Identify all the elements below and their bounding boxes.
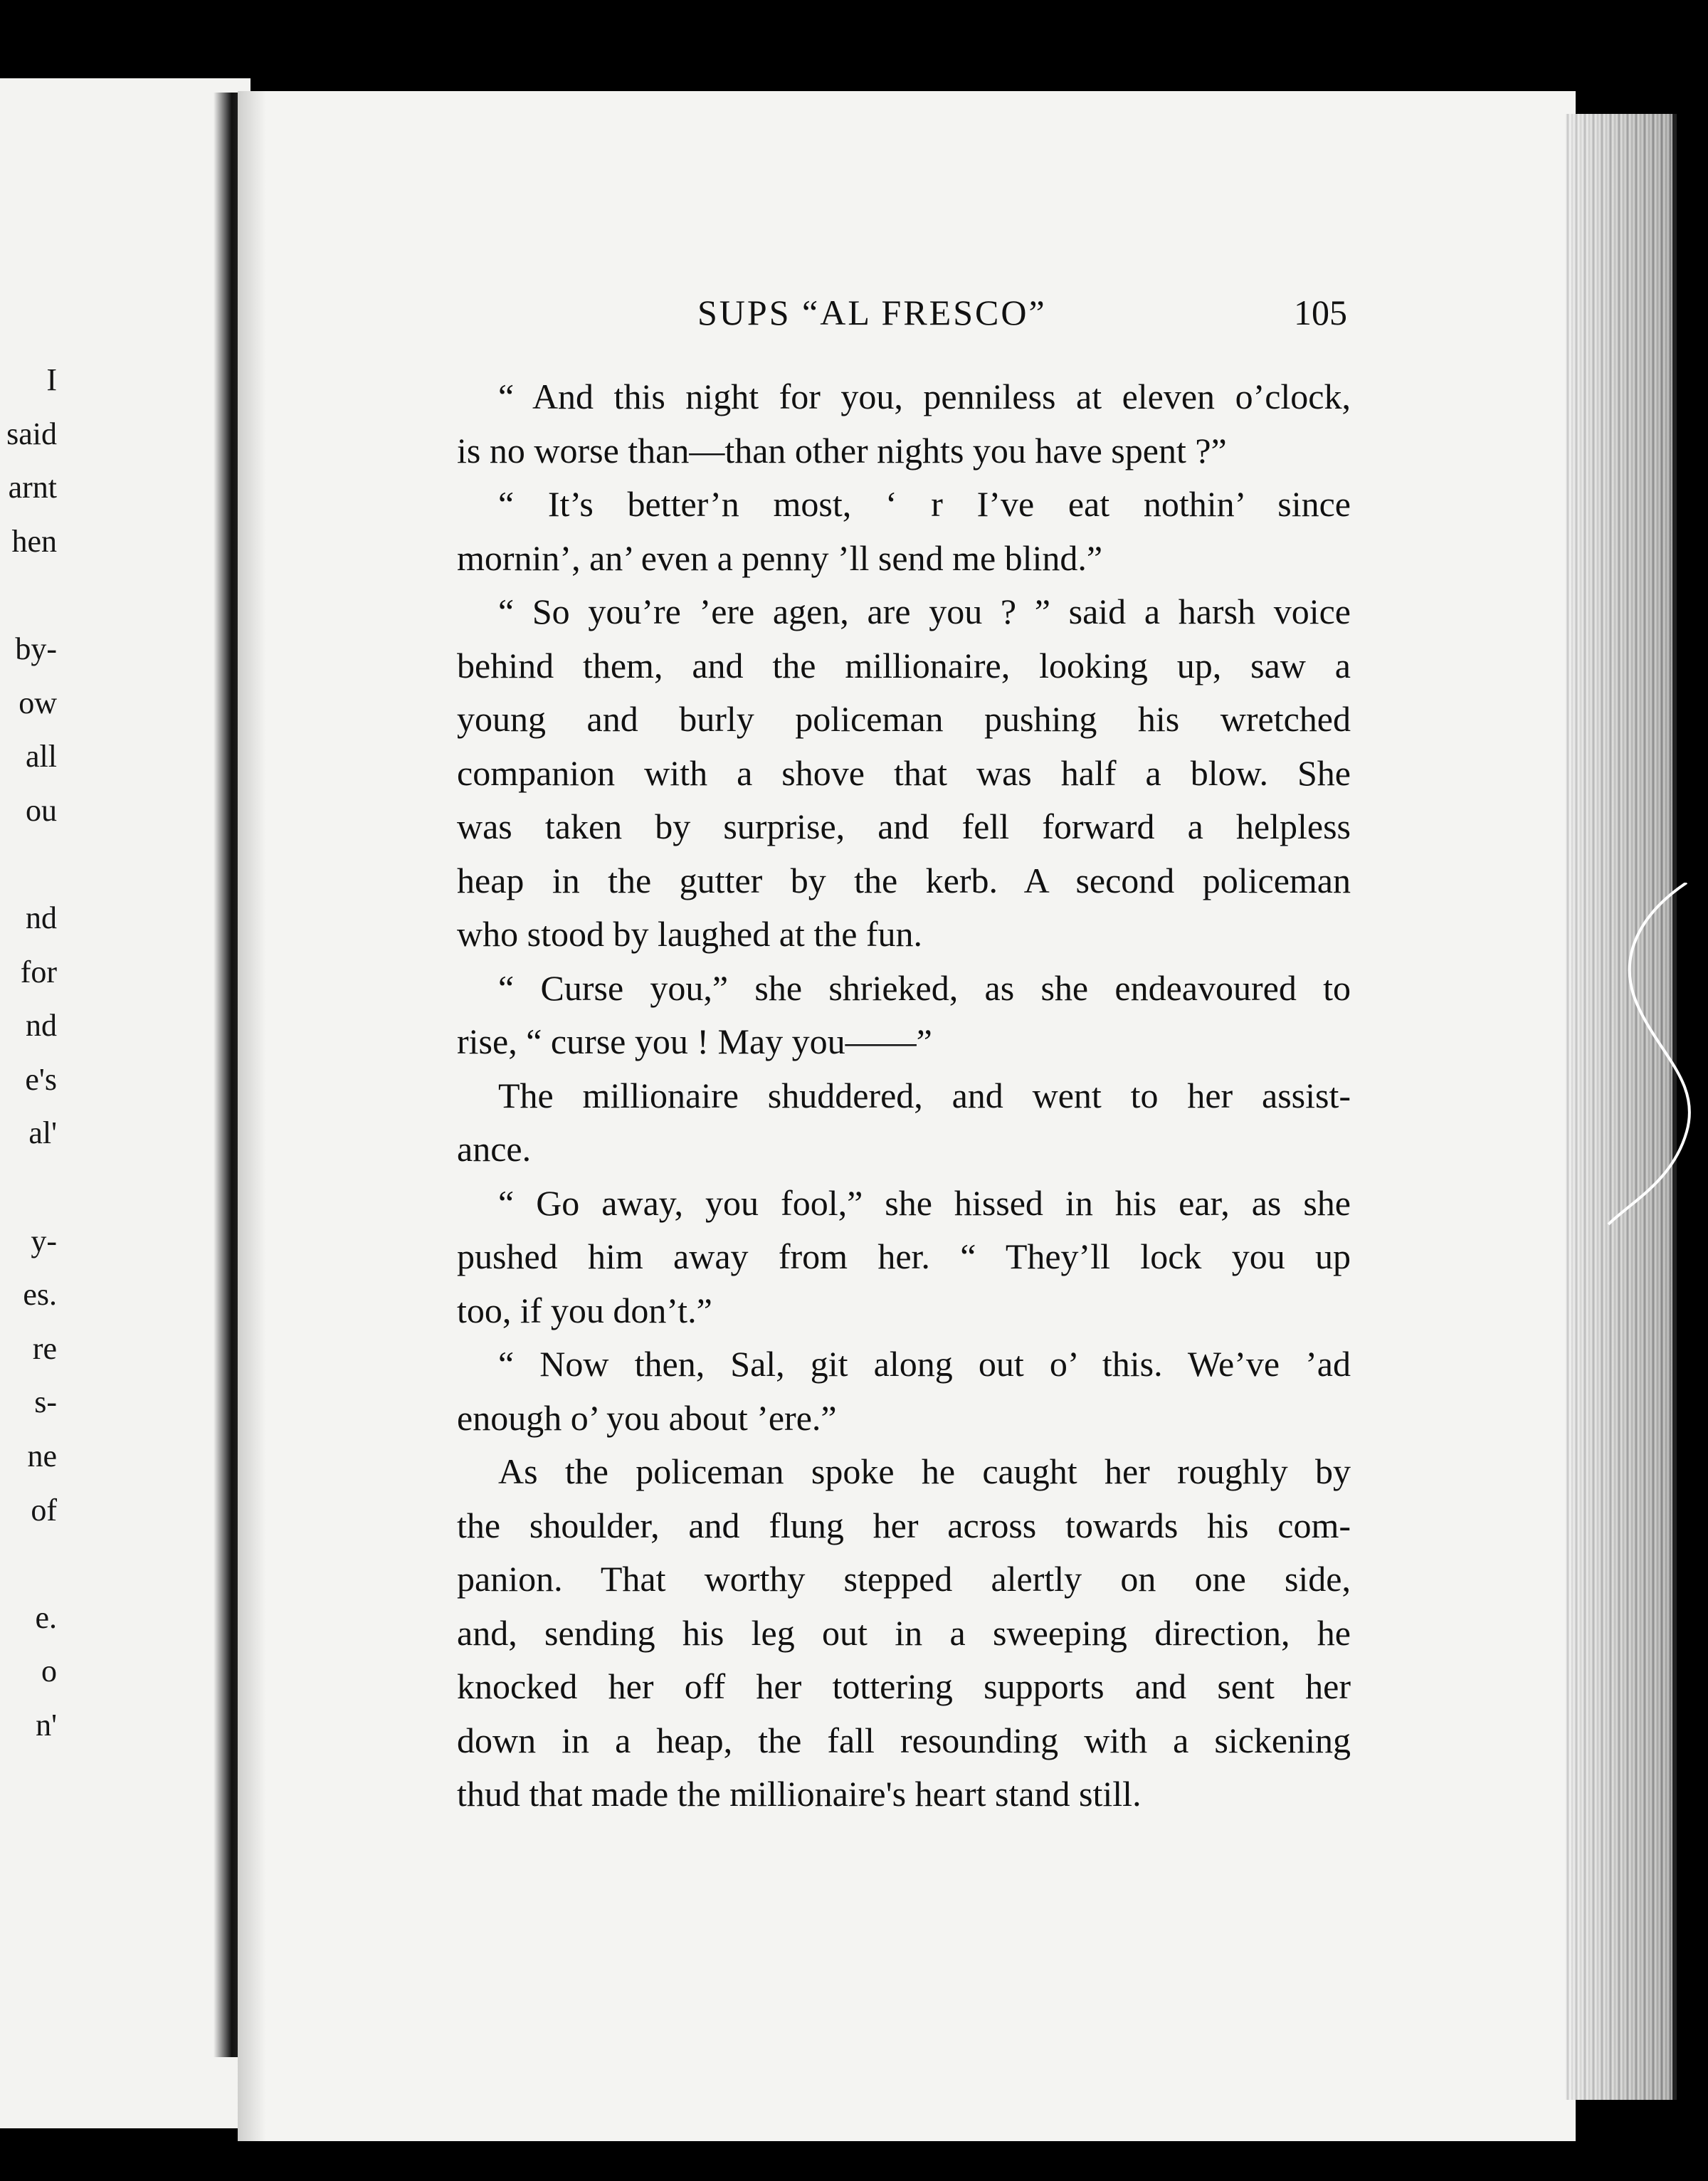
text-line: is no worse than—than other nights you have spent ?” xyxy=(457,430,1227,471)
left-page-fragment: ne xyxy=(27,1439,57,1473)
text-line: mornin’, an’ even a penny ’ll send me blind.” xyxy=(457,537,1103,578)
text-line: thud that made the millionaire's heart stand still. xyxy=(457,1774,1142,1814)
left-page-fragment: I xyxy=(46,362,57,397)
left-page-fragment: re xyxy=(32,1330,57,1366)
text-line: “ Now then, Sal, git along out o’ this. We’ve ’ad xyxy=(498,1344,1351,1384)
left-page-fragment: said xyxy=(6,416,57,451)
text-line: “ It’s better’n most, ‘ r I’ve eat nothin’ since xyxy=(498,484,1351,524)
text-line: “ Go away, you fool,” she hissed in his ear, as she xyxy=(498,1182,1351,1223)
text-line: heap in the gutter by the kerb. A second policeman xyxy=(457,860,1351,900)
text-line: too, if you don’t.” xyxy=(457,1290,712,1330)
text-line: panion. That worthy stepped alertly on one side, xyxy=(457,1559,1351,1599)
text-line: the shoulder, and flung her across towards his com- xyxy=(457,1505,1351,1545)
left-page-fragment: ow xyxy=(19,685,57,720)
left-page-fragment: n' xyxy=(36,1708,57,1743)
left-page-fragment: nd xyxy=(26,900,57,935)
text-line: rise, “ curse you ! May you——” xyxy=(457,1021,932,1061)
left-page-fragment: arnt xyxy=(8,470,57,505)
text-line: behind them, and the millionaire, looking up, saw a xyxy=(457,645,1351,685)
text-line: As the policeman spoke he caught her roughly by xyxy=(498,1451,1351,1491)
left-page-fragment: e's xyxy=(25,1061,57,1097)
text-line: was taken by surprise, and fell forward a helpless xyxy=(457,806,1351,846)
text-line: “ So you’re ’ere agen, are you ? ” said a harsh voice xyxy=(498,592,1351,631)
text-line: down in a heap, the fall resounding with a sickening xyxy=(457,1720,1351,1760)
text-line: “ And this night for you, penniless at eleven o’clock, xyxy=(498,377,1351,416)
left-page-fragment: hen xyxy=(11,523,57,559)
left-page-fragment: ou xyxy=(26,792,57,828)
text-line: “ Curse you,” she shrieked, as she endeavoured to xyxy=(498,967,1351,1008)
left-page-fragment: of xyxy=(31,1492,57,1528)
left-page-fragment: nd xyxy=(26,1008,57,1044)
page-number: 105 xyxy=(1294,293,1347,332)
left-page-fragment: for xyxy=(20,954,57,989)
gutter-shadow xyxy=(238,91,266,2141)
book-gutter xyxy=(214,93,238,2057)
text-line: pushed him away from her. “ They’ll lock you up xyxy=(457,1236,1351,1276)
running-head: SUPS “AL FRESCO” xyxy=(697,293,1047,332)
text-line: knocked her off her tottering supports and sent her xyxy=(457,1666,1351,1706)
text-line: young and burly policeman pushing his wretched xyxy=(457,699,1351,739)
stray-thread xyxy=(1601,883,1708,1239)
body-text xyxy=(457,370,1351,1822)
left-page-fragment: e. xyxy=(35,1599,57,1635)
text-line: companion with a shove that was half a blow. She xyxy=(457,752,1351,793)
left-page-fragment: o xyxy=(41,1654,57,1689)
text-line: enough o’ you about ’ere.” xyxy=(457,1397,837,1438)
left-page-fragment: al' xyxy=(28,1115,57,1151)
left-page-fragment: es. xyxy=(23,1277,57,1313)
text-line: The millionaire shuddered, and went to her assist- xyxy=(498,1075,1351,1115)
left-page-fragment: s- xyxy=(34,1384,57,1420)
left-page-fragment: by- xyxy=(15,631,57,666)
left-page-fragment: all xyxy=(26,739,57,774)
text-line: ance. xyxy=(457,1129,532,1169)
left-page-fragment: y- xyxy=(31,1223,57,1258)
text-line: and, sending his leg out in a sweeping direction, he xyxy=(457,1612,1351,1653)
text-line: who stood by laughed at the fun. xyxy=(457,914,923,954)
